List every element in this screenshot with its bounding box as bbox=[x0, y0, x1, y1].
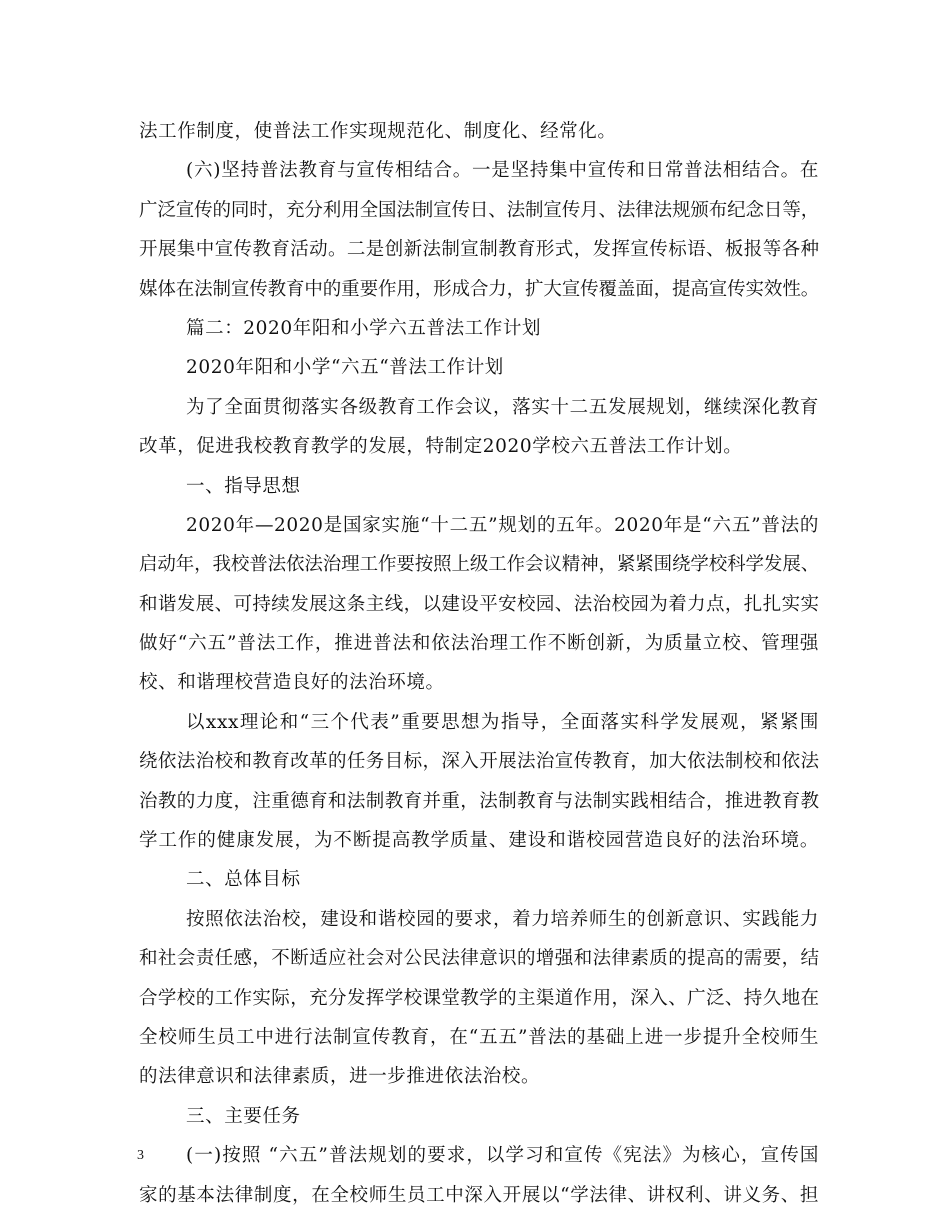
text-line: 启动年，我校普法依法治理工作要按照上级工作会议精神，紧紧围绕学校科学发展、 bbox=[139, 554, 819, 576]
text-line: 为了全面贯彻落实各级教育工作会议，落实十二五发展规划，继续深化教育 bbox=[186, 396, 819, 418]
text-line: 全校师生员工中进行法制宣传教育，在“五五”普法的基础上进一步提升全校师生 bbox=[139, 1026, 819, 1048]
text-line: 开展集中宣传教育活动。二是创新法制宣制教育形式，发挥宣传标语、板报等各种 bbox=[139, 239, 820, 261]
text-line: 治教的力度，注重德育和法制教育并重，法制教育与法制实践相结合，推进教育教 bbox=[139, 790, 820, 812]
text-line: 和谐发展、可持续发展这条主线，以建设平安校园、法治校园为着力点，扎扎实实 bbox=[139, 593, 820, 615]
text-line: 的法律意识和法律素质，进一步推进依法治校。 bbox=[139, 1066, 541, 1088]
document-body bbox=[139, 112, 819, 1215]
document-title: 2020年阳和小学“六五“普法工作计划 bbox=[186, 357, 504, 379]
text-line: 合学校的工作实际，充分发挥学校课堂教学的主渠道作用，深入、广泛、持久地在 bbox=[139, 987, 820, 1009]
text-line: 绕依法治校和教育改革的任务目标，深入开展法治宣传教育，加大依法制校和依法 bbox=[139, 751, 820, 773]
text-line: 和社会责任感，不断适应社会对公民法律意识的增强和法律素质的提高的需要，结 bbox=[139, 948, 820, 970]
text-line: 以xxx理论和“三个代表”重要思想为指导，全面落实科学发展观，紧紧围 bbox=[186, 711, 819, 733]
text-line: 做好“六五”普法工作，推进普法和依法治理工作不断创新，为质量立校、管理强 bbox=[139, 633, 819, 655]
text-line: 学工作的健康发展，为不断提高教学质量、建设和谐校园营造良好的法治环境。 bbox=[139, 830, 819, 852]
text-line: 媒体在法制宣传教育中的重要作用，形成合力，扩大宣传覆盖面，提高宣传实效性。 bbox=[139, 278, 819, 300]
text-line: 家的基本法律制度，在全校师生员工中深入开展以“学法律、讲权利、讲义务、担 bbox=[139, 1184, 819, 1206]
page-number: 3 bbox=[137, 1148, 144, 1163]
text-line: (一)按照 “六五”普法规划的要求，以学习和宣传《宪法》为核心，宣传国 bbox=[186, 1145, 819, 1167]
text-line: 校、和谐理校营造良好的法治环境。 bbox=[139, 672, 445, 694]
text-line: 按照依法治校，建设和谐校园的要求，着力培养师生的创新意识、实践能力 bbox=[186, 908, 819, 930]
text-line: 改革，促进我校教育教学的发展，特制定2020学校六五普法工作计划。 bbox=[139, 436, 743, 458]
section-heading: 二、总体目标 bbox=[186, 869, 301, 891]
text-line: (六)坚持普法教育与宣传相结合。一是坚持集中宣传和日常普法相结合。在 bbox=[186, 160, 819, 182]
section-heading: 三、主要任务 bbox=[186, 1105, 301, 1127]
section-heading: 篇二：2020年阳和小学六五普法工作计划 bbox=[186, 317, 542, 339]
text-line: 2020年—2020是国家实施“十二五”规划的五年。2020年是“六五”普法的 bbox=[186, 514, 819, 536]
text-line: 法工作制度，使普法工作实现规范化、制度化、经常化。 bbox=[139, 121, 617, 142]
section-heading: 一、指导思想 bbox=[186, 475, 301, 497]
text-line: 广泛宣传的同时，充分利用全国法制宣传日、法制宣传月、法律法规颁布纪念日等， bbox=[139, 199, 819, 221]
